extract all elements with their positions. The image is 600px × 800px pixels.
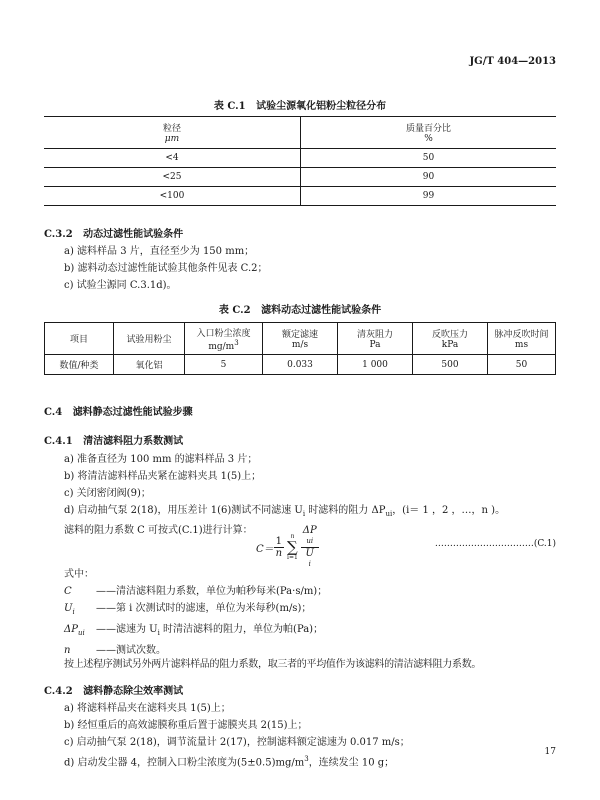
standard-number: JG/T 404—2013	[469, 56, 556, 67]
list-item: b) 将清洁滤料样品夹紧在滤料夹具 1(5)上；	[64, 471, 262, 482]
table-cell: <100	[44, 187, 301, 206]
subscript: ui	[306, 536, 314, 545]
table-cell: 0.033	[263, 355, 338, 375]
sum-upper: n	[290, 533, 295, 540]
variable-desc: ——滤速为 U	[96, 624, 158, 635]
list-item: c) 试验尘源同 C.3.1d)。	[64, 280, 177, 291]
where-label: 式中：	[64, 569, 94, 580]
fraction-denominator	[301, 548, 319, 570]
table-c1-number: 表 C.1	[213, 101, 246, 112]
col-head-velocity	[263, 323, 338, 355]
section-c42-heading	[44, 682, 183, 697]
text-run: U	[64, 603, 73, 614]
table-cell: 5	[185, 355, 263, 375]
col-unit	[185, 339, 262, 352]
summation	[287, 533, 298, 561]
section-c32-heading	[44, 225, 183, 240]
section-number: C.4.1	[44, 436, 73, 447]
table-c1-caption	[0, 97, 600, 112]
col-head-pct: 质量百分比	[405, 124, 451, 134]
col-head-item: 项目	[45, 323, 114, 355]
col-head-pulse	[488, 323, 556, 355]
table-row	[44, 168, 556, 187]
table-row	[45, 355, 556, 375]
col-unit: ms	[514, 340, 529, 350]
table-cell: 数值/种类	[45, 355, 114, 375]
variable-desc: ——第 i 次测试时的滤速，单位为米每秒(m/s)；	[96, 603, 312, 614]
variable-symbol	[64, 621, 96, 642]
unit-sup: 3	[234, 338, 239, 347]
subscript: i	[157, 629, 160, 637]
table-cell: <25	[44, 168, 301, 187]
fraction-numerator	[301, 525, 319, 548]
variable-symbol: C	[64, 586, 72, 597]
text-run: ，(i＝ 1 ，2 ，…，n )。	[392, 505, 506, 516]
table-c2-caption	[0, 301, 600, 316]
table-c1-header-pct	[301, 117, 557, 149]
variable-desc: 时清洁滤料的阻力，单位为帕(Pa)；	[159, 624, 324, 635]
variable-desc: ——测试次数。	[96, 645, 166, 656]
section-c41-list	[64, 451, 564, 523]
table-cell: 500	[413, 355, 488, 375]
list-item: b) 滤料动态过滤性能试验其他条件见表 C.2；	[64, 263, 268, 274]
variable-symbol	[64, 600, 96, 621]
col-unit: kPa	[441, 340, 459, 350]
closing-paragraph: 按上述程序测试另外两片滤料样品的阻力系数，取三者的平均值作为该滤料的清洁滤料阻力系数。	[64, 659, 482, 670]
formula-fraction	[301, 525, 319, 570]
formula-intro: 滤料的阻力系数 C 可按式(C.1)进行计算：	[64, 525, 253, 536]
formula-fraction	[274, 536, 284, 559]
section-title: 动态过滤性能试验条件	[83, 229, 184, 240]
table-c1	[44, 116, 556, 206]
text-run: 时滤料的阻力 ΔP	[305, 505, 386, 516]
list-item: b) 经恒重后的高效滤膜称重后置于滤膜夹具 2(15)上；	[64, 720, 308, 731]
table-c2-number: 表 C.2	[218, 305, 251, 316]
subscript: i	[308, 559, 311, 568]
list-item	[64, 502, 564, 523]
unit-text: mg/m	[208, 341, 235, 352]
section-title: 清洁滤料阻力系数测试	[83, 436, 184, 447]
col-unit-pct: %	[424, 134, 433, 144]
subscript: ui	[385, 510, 393, 518]
table-c1-title: 试验尘源氧化铝粉尘粒径分布	[256, 101, 387, 112]
section-title: 滤料静态过滤性能试验步骤	[72, 407, 193, 418]
sum-lower: i=1	[287, 554, 298, 561]
text-run: d) 启动发尘器 4，控制入口粉尘浓度为(5±0.5)mg/m	[64, 757, 305, 769]
table-c1-header-size	[44, 117, 301, 149]
table-cell: 氧化铝	[114, 355, 185, 375]
table-cell: 50	[422, 153, 435, 163]
list-item: c) 关闭密闭阀(9)；	[64, 488, 151, 499]
col-head-concentration	[185, 323, 263, 355]
section-title: 滤料静态除尘效率测试	[83, 686, 184, 697]
list-item: c) 启动抽气泵 2(18)，调节流量计 2(17)，控制滤料额定滤速为 0.017 m/s；	[64, 737, 410, 748]
fraction-numerator: 1	[275, 535, 283, 547]
table-cell: <4	[44, 149, 301, 168]
section-c32-list	[64, 243, 268, 294]
subscript: ui	[77, 629, 85, 637]
fraction-denominator: n	[275, 547, 283, 559]
formula-number: ……………………………(C.1)	[434, 539, 556, 549]
text-run: ΔP	[302, 524, 317, 536]
page-number: 17	[544, 747, 556, 757]
col-unit: m/s	[291, 340, 309, 350]
section-c4-heading	[44, 403, 193, 418]
variable-desc: ——清洁滤料阻力系数，单位为帕秒每米(Pa·s/m)；	[96, 586, 328, 597]
text-run: ，连续发尘 10 g；	[308, 757, 395, 769]
variable-row	[64, 583, 564, 600]
table-cell: 99	[422, 191, 435, 201]
variable-row	[64, 600, 564, 621]
table-cell: 1 000	[338, 355, 413, 375]
table-row	[44, 187, 556, 206]
col-head-text: 清灰阻力	[356, 330, 393, 340]
variable-list	[64, 583, 564, 659]
subscript: i	[302, 510, 306, 518]
text-run: d) 启动抽气泵 2(18)，用压差计 1(6)测试不同滤速 U	[64, 505, 303, 516]
variable-symbol: n	[64, 645, 71, 656]
table-c2-title: 滤料动态过滤性能试验条件	[261, 305, 382, 316]
col-head-pressure	[413, 323, 488, 355]
table-cell: 90	[422, 172, 435, 182]
text-run: ΔP	[64, 624, 78, 635]
formula-lhs: C＝	[256, 543, 274, 555]
formula-c1	[256, 524, 319, 568]
col-head-text: 脉冲反吹时间	[494, 330, 549, 340]
section-c41-heading	[44, 432, 183, 447]
superscript: 3	[304, 755, 309, 763]
text-run: U	[305, 547, 314, 559]
section-number: C.4	[44, 407, 63, 418]
table-c2	[44, 322, 556, 375]
col-head-text: 入口粉尘浓度	[196, 328, 251, 339]
col-head-text: 反吹压力	[431, 330, 468, 340]
subscript: i	[72, 608, 75, 616]
variable-row	[64, 621, 564, 642]
col-head-dust: 试验用粉尘	[114, 323, 185, 355]
col-head-resistance	[338, 323, 413, 355]
col-head-text: 额定滤速	[281, 330, 318, 340]
list-item: a) 将滤料样品夹在滤料夹具 1(5)上；	[64, 703, 231, 714]
sigma-symbol: ∑	[287, 538, 298, 556]
table-row	[44, 149, 556, 168]
col-head-size: 粒径	[162, 124, 181, 134]
table-cell: 50	[515, 359, 528, 370]
section-number: C.3.2	[44, 229, 73, 240]
col-unit: Pa	[369, 340, 381, 350]
list-item	[64, 751, 564, 771]
section-number: C.4.2	[44, 686, 73, 697]
section-c42-list	[64, 700, 564, 771]
col-unit-size: μm	[164, 134, 180, 144]
list-item: a) 滤料样品 3 片，直径至少为 150 mm；	[64, 246, 255, 257]
list-item: a) 准备直径为 100 mm 的滤料样品 3 片；	[64, 454, 258, 465]
